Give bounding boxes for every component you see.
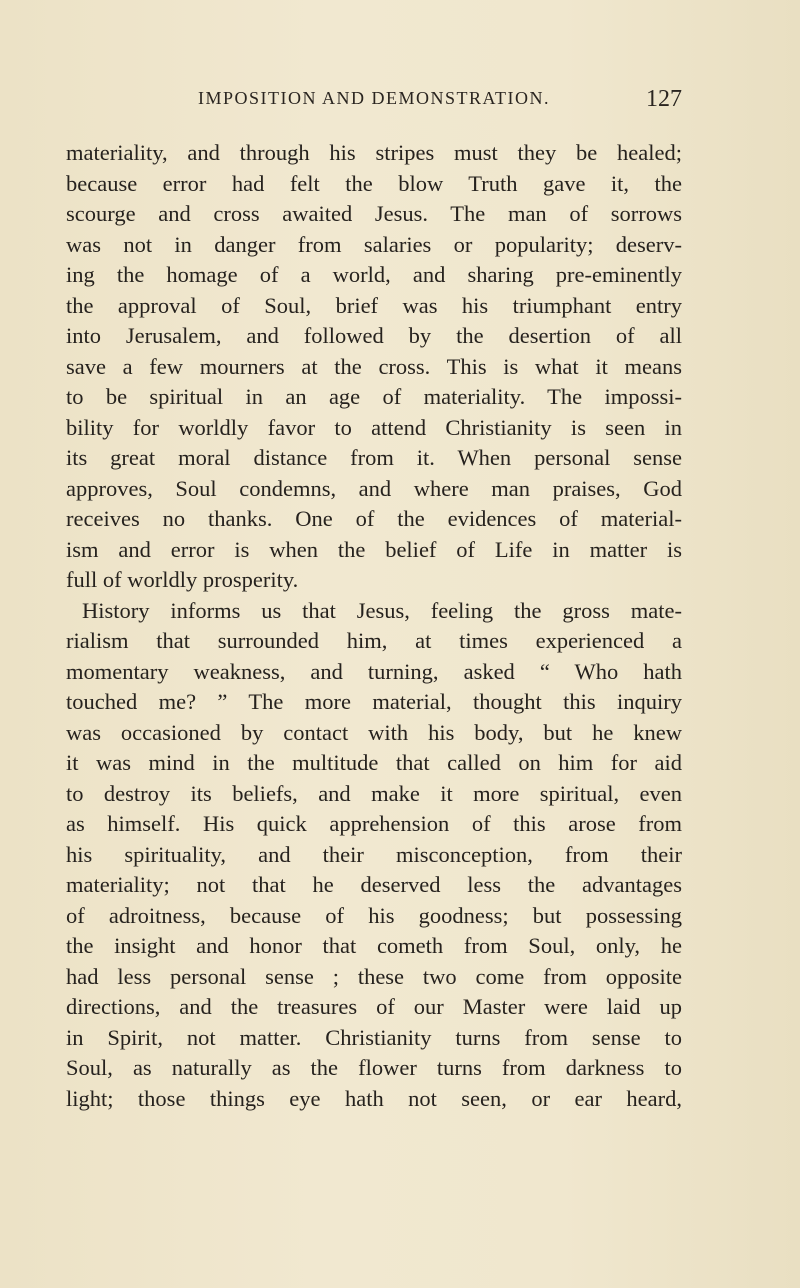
text-line: was not in danger from salaries or popularity; deserv- (66, 231, 682, 257)
text-line: approves, Soul condemns, and where man praises, God (66, 475, 682, 501)
text-line: scourge and cross awaited Jesus. The man of sorrows (66, 201, 682, 226)
text-line: it was mind in the multitude that called on him for aid (66, 750, 682, 775)
text-line: into Jerusalem, and followed by the desertion of all (66, 323, 682, 348)
text-line: touched me? ” The more material, thought this inquiry (66, 689, 682, 714)
text-line: materiality; not that he deserved less the advantages (66, 872, 682, 897)
text-line: his spirituality, and their misconception, from their (66, 841, 682, 867)
text-line: materiality, and through his stripes must they be healed; (66, 140, 682, 165)
text-line: save a few mourners at the cross. This is what it means (66, 353, 682, 379)
text-line: to be spiritual in an age of materiality. The impossi- (66, 384, 682, 409)
running-title: IMPOSITION AND DEMONSTRATION. (197, 88, 550, 108)
body-text (66, 138, 682, 1114)
text-line: ism and error is when the belief of Life in matter is (66, 536, 682, 562)
text-line: to destroy its beliefs, and make it more spiritual, even (66, 780, 682, 806)
text-line: the approval of Soul, brief was his triumphant entry (66, 292, 682, 318)
running-head (66, 88, 682, 118)
text-line: light; those things eye hath not seen, or ear heard, (66, 1085, 682, 1111)
text-line: rialism that surrounded him, at times experienced a (66, 628, 682, 653)
text-line: directions, and the treasures of our Master were laid up (66, 994, 682, 1019)
text-line: because error had felt the blow Truth gave it, the (66, 170, 682, 196)
text-line: in Spirit, not matter. Christianity turns from sense to (66, 1024, 682, 1050)
text-line: the insight and honor that cometh from Soul, only, he (66, 933, 682, 958)
text-line: had less personal sense ; these two come from opposite (66, 963, 682, 989)
text-line: Soul, as naturally as the flower turns from darkness to (66, 1055, 682, 1080)
text-line: ing the homage of a world, and sharing pre-eminently (66, 262, 682, 287)
text-line: its great moral distance from it. When personal sense (66, 445, 682, 470)
text-line: of adroitness, because of his goodness; but possessing (66, 902, 682, 928)
text-line: momentary weakness, and turning, asked “ Who hath (66, 658, 682, 684)
text-line: bility for worldly favor to attend Christianity is seen in (66, 414, 682, 440)
text-line: full of worldly prosperity. (66, 567, 299, 592)
page-number: 127 (646, 86, 682, 112)
text-line: receives no thanks. One of the evidences of material- (66, 506, 682, 531)
text-line: as himself. His quick apprehension of this arose from (66, 811, 682, 836)
text-line: was occasioned by contact with his body, but he knew (66, 719, 682, 745)
text-line: History informs us that Jesus, feeling the gross mate- (82, 597, 682, 623)
